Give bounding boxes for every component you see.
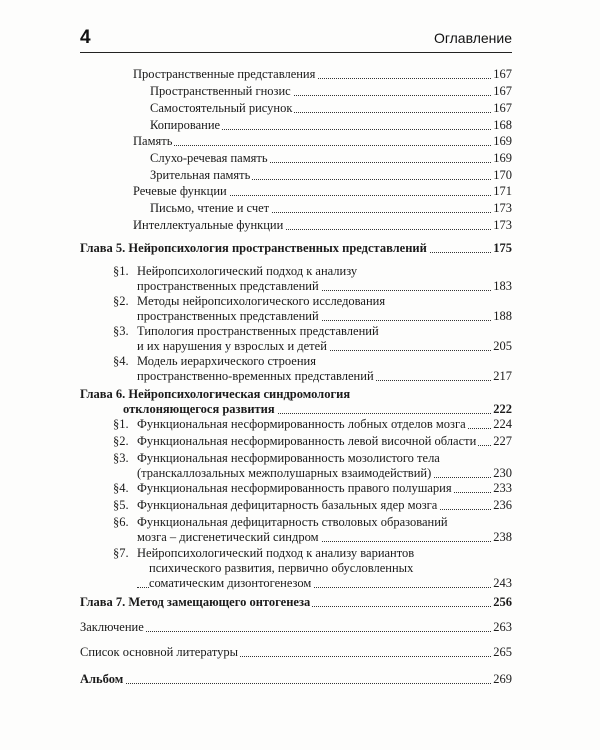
entry-page: 233 <box>493 481 512 495</box>
entry-title: Самостоятельный рисунок <box>150 101 293 115</box>
toc-section[interactable] <box>113 264 512 294</box>
section-title-line: пространственно-временных представлений <box>137 369 374 383</box>
section-title-line: Нейропсихологический подход к анализу <box>137 264 358 278</box>
toc-entry[interactable] <box>150 101 512 116</box>
entry-page: 188 <box>493 309 512 323</box>
section-number: §5. <box>113 498 129 512</box>
toc-chapter[interactable] <box>80 595 512 610</box>
toc-section[interactable] <box>113 417 512 432</box>
section-number: §4. <box>113 481 129 495</box>
chapter-title-line: Глава 6. Нейропсихологическая синдромология <box>80 387 351 401</box>
section-title-line: (транскаллозальных межполушарных взаимодействий) <box>137 466 432 480</box>
entry-page: 269 <box>493 672 512 686</box>
entry-page: 227 <box>493 434 512 448</box>
entry-page: 263 <box>493 620 512 634</box>
entry-page: 256 <box>493 595 512 609</box>
entry-page: 168 <box>493 118 512 132</box>
toc-entry[interactable] <box>150 168 512 183</box>
entry-page: 224 <box>493 417 512 431</box>
section-title-line: и их нарушения у взрослых и детей <box>137 339 327 353</box>
entry-title: Заключение <box>80 620 144 634</box>
section-title-line: Функциональная несформированность левой височной области <box>137 434 477 448</box>
toc-entry[interactable] <box>133 67 512 82</box>
toc-entry[interactable] <box>80 672 512 687</box>
toc-entry[interactable] <box>80 645 512 660</box>
section-title-line: Модель иерархического строения <box>137 354 316 368</box>
entry-title: Список основной литературы <box>80 645 239 659</box>
toc-section[interactable] <box>113 515 512 545</box>
entry-title: Пространственные представления <box>133 67 316 81</box>
entry-title: Речевые функции <box>133 184 227 198</box>
entry-title: Зрительная память <box>150 168 251 182</box>
section-title-line: Функциональная несформированность лобных отделов мозга <box>137 417 466 431</box>
section-title-line: Типология пространственных представлений <box>137 324 379 338</box>
entry-page: 222 <box>493 402 512 416</box>
toc-chapter[interactable] <box>80 387 512 417</box>
section-number: §2. <box>113 294 129 308</box>
toc-entry[interactable] <box>133 218 512 233</box>
toc-entry[interactable] <box>150 151 512 166</box>
chapter-title: Глава 7. Метод замещающего онтогенеза <box>80 595 311 609</box>
section-number: §1. <box>113 264 129 278</box>
toc-section[interactable] <box>113 481 512 496</box>
toc-entry[interactable] <box>133 184 512 199</box>
section-title-line: Методы нейропсихологического исследования <box>137 294 386 308</box>
entry-title: Письмо, чтение и счет <box>150 201 270 215</box>
section-title-line: психического развития, первично обусловленных <box>149 561 414 575</box>
entry-title: Пространственный гнозис <box>150 84 291 98</box>
toc-chapter[interactable] <box>80 241 512 256</box>
toc-entry[interactable] <box>80 620 512 635</box>
entry-page: 217 <box>493 369 512 383</box>
entry-page: 236 <box>493 498 512 512</box>
entry-page: 265 <box>493 645 512 659</box>
entry-page: 238 <box>493 530 512 544</box>
section-title-line: Функциональная несформированность правого полушария <box>137 481 452 495</box>
toc-entry[interactable] <box>150 84 512 99</box>
toc-entry[interactable] <box>133 134 512 149</box>
toc-entry[interactable] <box>150 201 512 216</box>
section-title-line: соматическим дизонтогенезом <box>149 576 312 590</box>
section-number: §7. <box>113 546 129 560</box>
entry-page: 169 <box>493 134 512 148</box>
section-title-line: пространственных представлений <box>137 309 319 323</box>
entry-page: 171 <box>493 184 512 198</box>
entry-page: 169 <box>493 151 512 165</box>
entry-title: Интеллектуальные функции <box>133 218 284 232</box>
entry-page: 205 <box>493 339 512 353</box>
chapter-title-line: отклоняющегося развития <box>123 402 275 416</box>
section-number: §6. <box>113 515 129 529</box>
toc-section[interactable] <box>113 354 512 384</box>
entry-page: 173 <box>493 218 512 232</box>
toc-section[interactable] <box>113 451 512 481</box>
toc-section[interactable] <box>113 546 512 591</box>
toc-entry[interactable] <box>150 118 512 133</box>
section-number: §1. <box>113 417 129 431</box>
section-number: §4. <box>113 354 129 368</box>
section-title-line: мозга – дисгенетический синдром <box>137 530 319 544</box>
entry-page: 167 <box>493 84 512 98</box>
entry-page: 230 <box>493 466 512 480</box>
section-title-line: Функциональная несформированность мозолистого тела <box>137 451 440 465</box>
chapter-title: Глава 5. Нейропсихология пространственных представлений <box>80 241 427 255</box>
entry-page: 173 <box>493 201 512 215</box>
entry-title: Альбом <box>80 672 124 686</box>
toc-section[interactable] <box>113 324 512 354</box>
toc-section[interactable] <box>113 294 512 324</box>
entry-page: 167 <box>493 101 512 115</box>
section-number: §2. <box>113 434 129 448</box>
entry-page: 183 <box>493 279 512 293</box>
section-title-line: Функциональная дефицитарность базальных ядер мозга <box>137 498 438 512</box>
section-number: §3. <box>113 324 129 338</box>
toc-section[interactable] <box>113 498 512 513</box>
section-title-line: Функциональная дефицитарность стволовых образований <box>137 515 448 529</box>
entry-page: 175 <box>493 241 512 255</box>
section-title-line: Нейропсихологический подход к анализу вариантов <box>137 546 415 560</box>
running-header-title: Оглавление <box>433 30 512 46</box>
entry-title: Копирование <box>150 118 221 132</box>
entry-page: 243 <box>493 576 512 590</box>
toc-section[interactable] <box>113 434 512 449</box>
entry-title: Слухо-речевая память <box>150 151 268 165</box>
page-number: 4 <box>80 27 91 48</box>
entry-page: 167 <box>493 67 512 81</box>
section-title-line: пространственных представлений <box>137 279 319 293</box>
entry-title: Память <box>133 134 173 148</box>
entry-page: 170 <box>493 168 512 182</box>
section-number: §3. <box>113 451 129 465</box>
